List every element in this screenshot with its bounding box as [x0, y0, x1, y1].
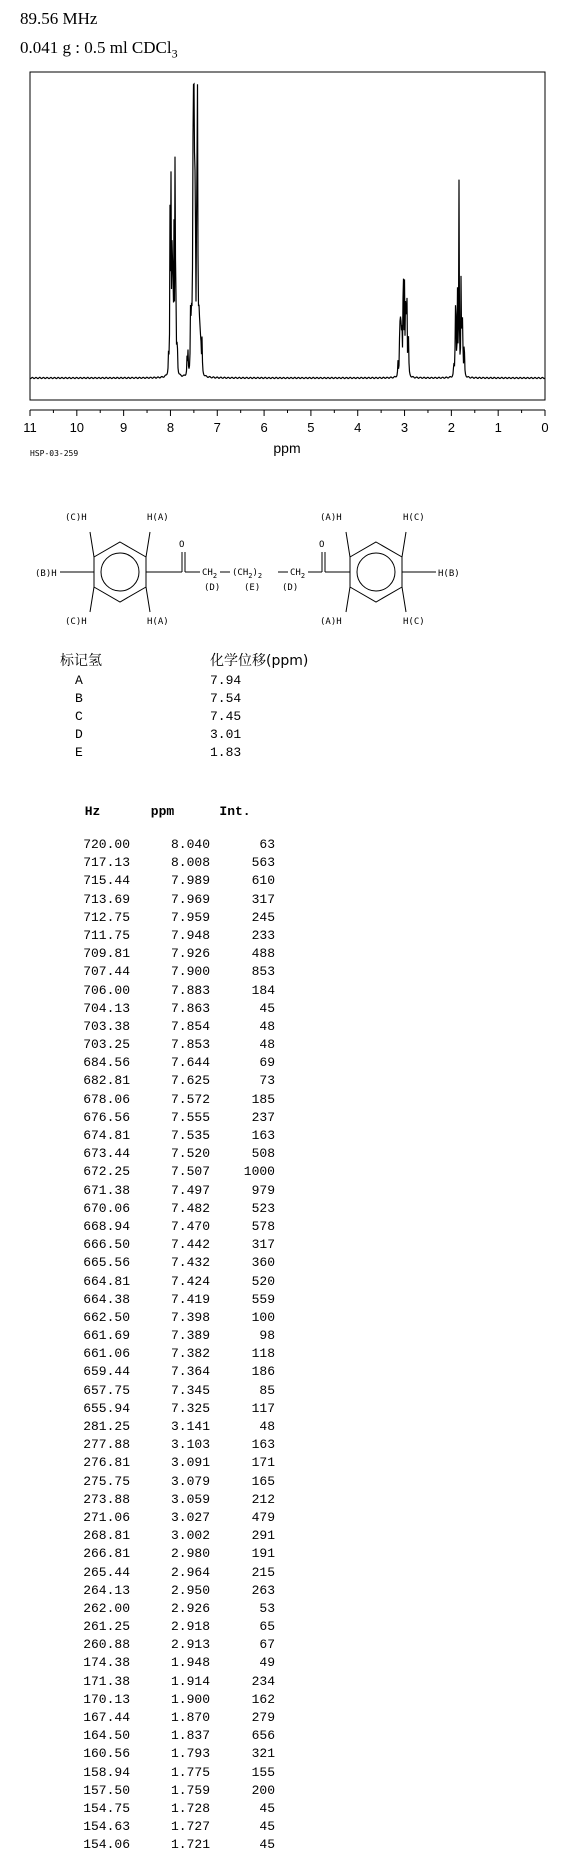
peak-row [60, 1709, 275, 1727]
peak-ppm: 1.914 [170, 1673, 210, 1689]
peak-row [60, 1764, 275, 1782]
right-ring-circle [357, 553, 395, 591]
peak-ppm: 7.382 [170, 1346, 210, 1362]
peak-hz: 706.00 [83, 982, 130, 998]
peak-int: 563 [251, 855, 275, 871]
peak-hz: 281.25 [83, 1419, 130, 1434]
peak-ppm: 7.926 [170, 946, 210, 962]
peak-hz: 666.50 [83, 1237, 130, 1253]
peak-hz: 682.81 [83, 1073, 130, 1089]
shift-table-header: 标记氢 化学位移(ppm) [60, 653, 309, 669]
x-tick-label: 4 [354, 420, 362, 435]
peak-int: 610 [251, 873, 275, 889]
peak-ppm: 7.572 [170, 1091, 210, 1107]
peak-hz: 268.81 [83, 1528, 130, 1544]
shift-row: A 7.94 [75, 673, 242, 688]
left-ring-circle [101, 553, 139, 591]
peak-ppm: 7.424 [170, 1273, 210, 1289]
label-AH-top-right: (A)H [320, 513, 342, 523]
peak-int: 263 [251, 1582, 275, 1598]
peak-row [60, 1145, 275, 1163]
peak-int: 49 [259, 1655, 275, 1671]
peak-int: 67 [259, 1637, 275, 1653]
peak-row [60, 1600, 275, 1618]
peak-int: 118 [251, 1346, 275, 1362]
peak-ppm: 1.948 [170, 1655, 210, 1671]
shift-row: B 7.54 [75, 691, 242, 706]
label-HA-bottom-left: H(A) [147, 617, 169, 627]
peak-row [60, 945, 275, 963]
frequency-label: 89.56 MHz [20, 9, 98, 28]
peak-row [60, 1182, 275, 1200]
peak-hz: 164.50 [83, 1728, 130, 1744]
peak-row [60, 1000, 275, 1018]
x-tick-label: 11 [23, 420, 37, 435]
peak-hz: 264.13 [83, 1582, 130, 1598]
molecule-structure [20, 500, 500, 640]
peak-row [60, 963, 275, 981]
peak-ppm: 2.950 [170, 1582, 210, 1598]
peak-row [60, 1673, 275, 1691]
peak-int: 191 [251, 1546, 275, 1562]
peak-int: 479 [251, 1509, 275, 1525]
label-BH-left: (B)H [35, 569, 57, 579]
spectrum-line [30, 84, 545, 379]
peak-ppm: 3.091 [170, 1455, 210, 1471]
left-benzene-ring [94, 542, 146, 602]
peak-row [60, 1473, 275, 1491]
peak-hz: 154.63 [83, 1819, 130, 1835]
right-benzene-ring [350, 542, 402, 602]
peak-row [60, 1509, 275, 1527]
peak-row [60, 982, 275, 1000]
peak-row [60, 1527, 275, 1545]
peak-ppm: 3.059 [170, 1491, 210, 1507]
right-carbonyl-o: O [319, 540, 325, 550]
peak-ppm: 7.555 [170, 1109, 210, 1125]
peak-ppm: 7.644 [170, 1055, 210, 1071]
peak-int: 979 [251, 1182, 275, 1198]
peak-int: 291 [251, 1528, 275, 1544]
peak-row [60, 1363, 275, 1381]
peak-hz: 657.75 [83, 1382, 130, 1398]
left-carbonyl-o: O [179, 540, 185, 550]
peak-hz: 704.13 [83, 1000, 130, 1016]
peak-ppm: 7.989 [170, 873, 210, 889]
peak-hz: 703.25 [83, 1037, 130, 1053]
peak-int: 508 [251, 1146, 275, 1162]
peak-ppm: 1.900 [170, 1691, 210, 1707]
peak-hz: 674.81 [83, 1128, 130, 1143]
ch2-left: $CH_2$ [202, 568, 218, 580]
ch2-right: $CH_2$ [290, 568, 306, 580]
label-D-right: (D) [282, 583, 299, 593]
peak-ppm: 7.442 [170, 1237, 210, 1253]
peak-hz: 713.69 [83, 891, 130, 907]
peak-int: 48 [259, 1419, 275, 1434]
peak-row [60, 1654, 275, 1672]
peak-hz: 715.44 [83, 873, 130, 889]
label-CH-bottom-left: (C)H [65, 617, 87, 627]
nmr-spectrum-chart [0, 60, 570, 470]
peak-ppm: 2.926 [170, 1600, 210, 1616]
peak-hz: 709.81 [83, 946, 130, 962]
peak-hz: 676.56 [83, 1109, 130, 1125]
peak-ppm: 7.625 [170, 1073, 210, 1089]
peak-row [60, 1818, 275, 1836]
label-HB-right: H(B) [438, 569, 460, 579]
peak-ppm: 7.535 [170, 1128, 210, 1143]
peak-ppm: 3.141 [170, 1419, 210, 1434]
peak-int: 69 [259, 1055, 275, 1071]
peak-row [60, 1127, 275, 1145]
peak-ppm: 7.419 [170, 1291, 210, 1307]
peak-ppm: 7.482 [170, 1200, 210, 1216]
peak-row [60, 1254, 275, 1272]
peak-int: 488 [251, 946, 275, 962]
peak-row [60, 1218, 275, 1236]
peak-hz: 273.88 [83, 1491, 130, 1507]
peak-int: 163 [251, 1437, 275, 1453]
peak-row [60, 1454, 275, 1472]
peak-ppm: 3.079 [170, 1473, 210, 1489]
peak-ppm: 1.775 [170, 1764, 210, 1780]
peak-int: 279 [251, 1710, 275, 1725]
peak-hz: 170.13 [83, 1691, 130, 1707]
peak-int: 184 [251, 982, 275, 998]
peak-ppm: 1.728 [170, 1800, 210, 1816]
peak-row [60, 891, 275, 909]
label-AH-bottom-right: (A)H [320, 617, 342, 627]
peak-hz: 720.00 [83, 837, 130, 852]
peak-hz: 668.94 [83, 1218, 130, 1234]
peak-ppm: 7.853 [170, 1037, 210, 1053]
peak-row [60, 1545, 275, 1563]
peak-ppm: 1.759 [170, 1782, 210, 1798]
peak-int: 162 [251, 1691, 275, 1707]
peak-row [60, 1727, 275, 1745]
peak-ppm: 7.364 [170, 1364, 210, 1380]
peak-ppm: 7.345 [170, 1382, 210, 1398]
peak-int: 317 [251, 891, 275, 907]
peak-row [60, 909, 275, 927]
peak-row [60, 1036, 275, 1054]
peak-row [60, 1618, 275, 1636]
peak-hz: 662.50 [83, 1309, 130, 1325]
peak-ppm: 7.325 [170, 1400, 210, 1416]
peak-int: 45 [259, 1837, 275, 1853]
peak-hz: 160.56 [83, 1746, 130, 1762]
peak-int: 656 [251, 1728, 275, 1744]
peak-int: 234 [251, 1673, 275, 1689]
x-tick-label: 8 [166, 420, 175, 435]
peak-hz: 684.56 [83, 1055, 130, 1071]
peak-hz: 655.94 [83, 1400, 130, 1416]
peak-int: 215 [251, 1564, 275, 1580]
peak-int: 165 [251, 1473, 275, 1489]
peak-row [60, 1382, 275, 1400]
peak-hz: 277.88 [83, 1437, 130, 1453]
peak-hz: 672.25 [83, 1164, 130, 1180]
peak-row [60, 1309, 275, 1327]
peak-hz: 665.56 [83, 1255, 130, 1271]
peak-ppm: 1.727 [170, 1819, 210, 1835]
peak-int: 212 [251, 1491, 275, 1507]
chain-middle: $(CH_2)_2$ [232, 568, 263, 580]
peak-row [60, 1400, 275, 1418]
peak-int: 237 [251, 1109, 275, 1125]
peak-int: 85 [259, 1382, 275, 1398]
label-E: (E) [244, 583, 261, 593]
peak-int: 559 [251, 1291, 275, 1307]
peak-hz: 265.44 [83, 1564, 130, 1580]
peak-int: 45 [259, 1000, 275, 1016]
peak-hz: 167.44 [83, 1710, 130, 1725]
peak-int: 73 [259, 1073, 275, 1089]
peak-ppm: 7.883 [170, 982, 210, 998]
peak-hz: 174.38 [83, 1655, 130, 1671]
shift-row: D 3.01 [75, 727, 242, 742]
peak-int: 578 [251, 1218, 275, 1234]
peak-row [60, 1745, 275, 1763]
sample-label: 0.041 g : 0.5 ml CDCl$_3$ [20, 38, 178, 61]
peak-int: 45 [259, 1819, 275, 1835]
peak-int: 48 [259, 1037, 275, 1053]
peak-row [60, 1236, 275, 1254]
x-tick-label: 1 [494, 420, 502, 435]
shift-row: E 1.83 [75, 745, 242, 760]
peak-hz: 664.81 [83, 1273, 130, 1289]
peak-hz: 711.75 [83, 927, 130, 943]
peak-row [60, 854, 275, 872]
peak-hz: 671.38 [83, 1182, 130, 1198]
peak-int: 317 [251, 1237, 275, 1253]
peak-ppm: 2.964 [170, 1564, 210, 1580]
x-tick-label: 0 [541, 420, 549, 435]
peak-hz: 276.81 [83, 1455, 130, 1471]
x-tick-label: 5 [307, 420, 315, 435]
peak-hz: 673.44 [83, 1146, 130, 1162]
x-axis-ticks [23, 410, 548, 435]
peak-int: 171 [251, 1455, 275, 1471]
peak-hz: 670.06 [83, 1200, 130, 1216]
x-tick-label: 2 [447, 420, 455, 435]
peak-int: 233 [251, 927, 275, 943]
peak-row [60, 1018, 275, 1036]
peak-hz: 712.75 [83, 909, 130, 925]
peak-hz: 261.25 [83, 1619, 130, 1635]
peak-row [60, 1109, 275, 1127]
peak-ppm: 7.497 [170, 1182, 210, 1198]
peak-ppm: 1.837 [170, 1728, 210, 1744]
peak-row [60, 1800, 275, 1818]
peak-hz: 707.44 [83, 964, 130, 980]
peak-row [60, 1636, 275, 1654]
peak-ppm: 7.900 [170, 964, 210, 980]
spectrum-header [20, 4, 178, 68]
peak-row [60, 1436, 275, 1454]
peak-int: 245 [251, 909, 275, 925]
peak-int: 65 [259, 1619, 275, 1635]
plot-frame [30, 72, 545, 400]
peak-int: 45 [259, 1800, 275, 1816]
peak-hz: 154.75 [83, 1800, 130, 1816]
peak-row [60, 1091, 275, 1109]
peak-row [60, 927, 275, 945]
x-tick-label: 7 [213, 420, 221, 435]
peak-ppm: 8.040 [170, 837, 210, 852]
peak-ppm: 7.948 [170, 927, 210, 943]
peak-ppm: 7.863 [170, 1000, 210, 1016]
peak-hz: 659.44 [83, 1364, 130, 1380]
label-HC-bottom-right: H(C) [403, 617, 425, 627]
x-tick-label: 3 [400, 420, 409, 435]
peak-hz: 157.50 [83, 1782, 130, 1798]
peak-ppm: 7.959 [170, 909, 210, 925]
peak-row [60, 1836, 275, 1854]
peak-row [60, 1327, 275, 1345]
peak-hz: 275.75 [83, 1473, 130, 1489]
chemical-shift-table [60, 650, 308, 762]
x-tick-label: 10 [69, 420, 85, 435]
peak-int: 98 [259, 1328, 275, 1344]
peak-hz: 154.06 [83, 1837, 130, 1853]
peak-row [60, 1782, 275, 1800]
peak-ppm: 7.507 [170, 1164, 210, 1180]
peak-int: 1000 [243, 1164, 275, 1180]
peak-int: 853 [251, 964, 275, 980]
shift-row: C 7.45 [75, 709, 242, 724]
peak-hz: 158.94 [83, 1764, 130, 1780]
peak-ppm: 1.721 [170, 1837, 210, 1853]
peak-int: 523 [251, 1200, 275, 1216]
peak-ppm: 7.432 [170, 1255, 210, 1271]
peak-hz: 703.38 [83, 1018, 130, 1034]
x-tick-label: 6 [260, 420, 268, 435]
peak-int: 185 [251, 1091, 275, 1107]
spectrum-code: HSP-03-259 [30, 449, 79, 458]
peak-int: 53 [259, 1600, 275, 1616]
peak-hz: 664.38 [83, 1291, 130, 1307]
x-tick-label: 9 [120, 420, 128, 435]
peak-row [60, 836, 275, 854]
label-HC-top-right: H(C) [403, 513, 425, 523]
peak-ppm: 2.980 [170, 1546, 210, 1562]
peak-ppm: 7.854 [170, 1018, 210, 1034]
peak-list-header: Hz ppm Int. [84, 804, 251, 819]
peak-ppm: 3.027 [170, 1509, 210, 1525]
peak-ppm: 3.103 [170, 1437, 210, 1453]
peak-int: 321 [251, 1746, 275, 1762]
peak-hz: 271.06 [83, 1509, 130, 1525]
peak-ppm: 1.870 [170, 1710, 210, 1725]
peak-ppm: 7.520 [170, 1146, 210, 1162]
peak-ppm: 2.918 [170, 1619, 210, 1635]
peak-hz: 678.06 [83, 1091, 130, 1107]
peak-row [60, 1200, 275, 1218]
label-HA-top-left: H(A) [147, 513, 169, 523]
peak-row [60, 1691, 275, 1709]
peak-int: 155 [251, 1764, 275, 1780]
peak-row [60, 1564, 275, 1582]
peak-int: 63 [259, 837, 275, 852]
peak-int: 186 [251, 1364, 275, 1380]
peak-hz: 260.88 [83, 1637, 130, 1653]
peak-int: 48 [259, 1018, 275, 1034]
peak-row [60, 1582, 275, 1600]
peak-int: 100 [251, 1309, 275, 1325]
peak-ppm: 2.913 [170, 1637, 210, 1653]
x-axis-label: ppm [273, 440, 301, 456]
peak-ppm: 7.969 [170, 891, 210, 907]
peak-hz: 171.38 [83, 1673, 130, 1689]
label-D-left: (D) [204, 583, 221, 593]
peak-row [60, 1345, 275, 1363]
peak-row [60, 1163, 275, 1181]
peak-int: 360 [251, 1255, 275, 1271]
peak-ppm: 7.398 [170, 1309, 210, 1325]
peak-hz: 266.81 [83, 1546, 130, 1562]
peak-row [60, 1054, 275, 1072]
peak-row [60, 1291, 275, 1309]
peak-list-table [60, 802, 275, 1855]
peak-hz: 661.06 [83, 1346, 130, 1362]
label-CH-top-left: (C)H [65, 513, 87, 523]
peak-hz: 661.69 [83, 1328, 130, 1344]
peak-row [60, 1273, 275, 1291]
peak-ppm: 3.002 [170, 1528, 210, 1544]
peak-row [60, 872, 275, 890]
peak-ppm: 7.389 [170, 1328, 210, 1344]
peak-row [60, 1072, 275, 1090]
peak-row [60, 1418, 275, 1436]
peak-int: 163 [251, 1128, 275, 1143]
peak-row [60, 1491, 275, 1509]
peak-ppm: 7.470 [170, 1218, 210, 1234]
peak-int: 520 [251, 1273, 275, 1289]
peak-hz: 717.13 [83, 855, 130, 871]
peak-ppm: 8.008 [170, 855, 210, 871]
peak-ppm: 1.793 [170, 1746, 210, 1762]
peak-hz: 262.00 [83, 1600, 130, 1616]
peak-int: 117 [251, 1400, 275, 1416]
peak-int: 200 [251, 1782, 275, 1798]
